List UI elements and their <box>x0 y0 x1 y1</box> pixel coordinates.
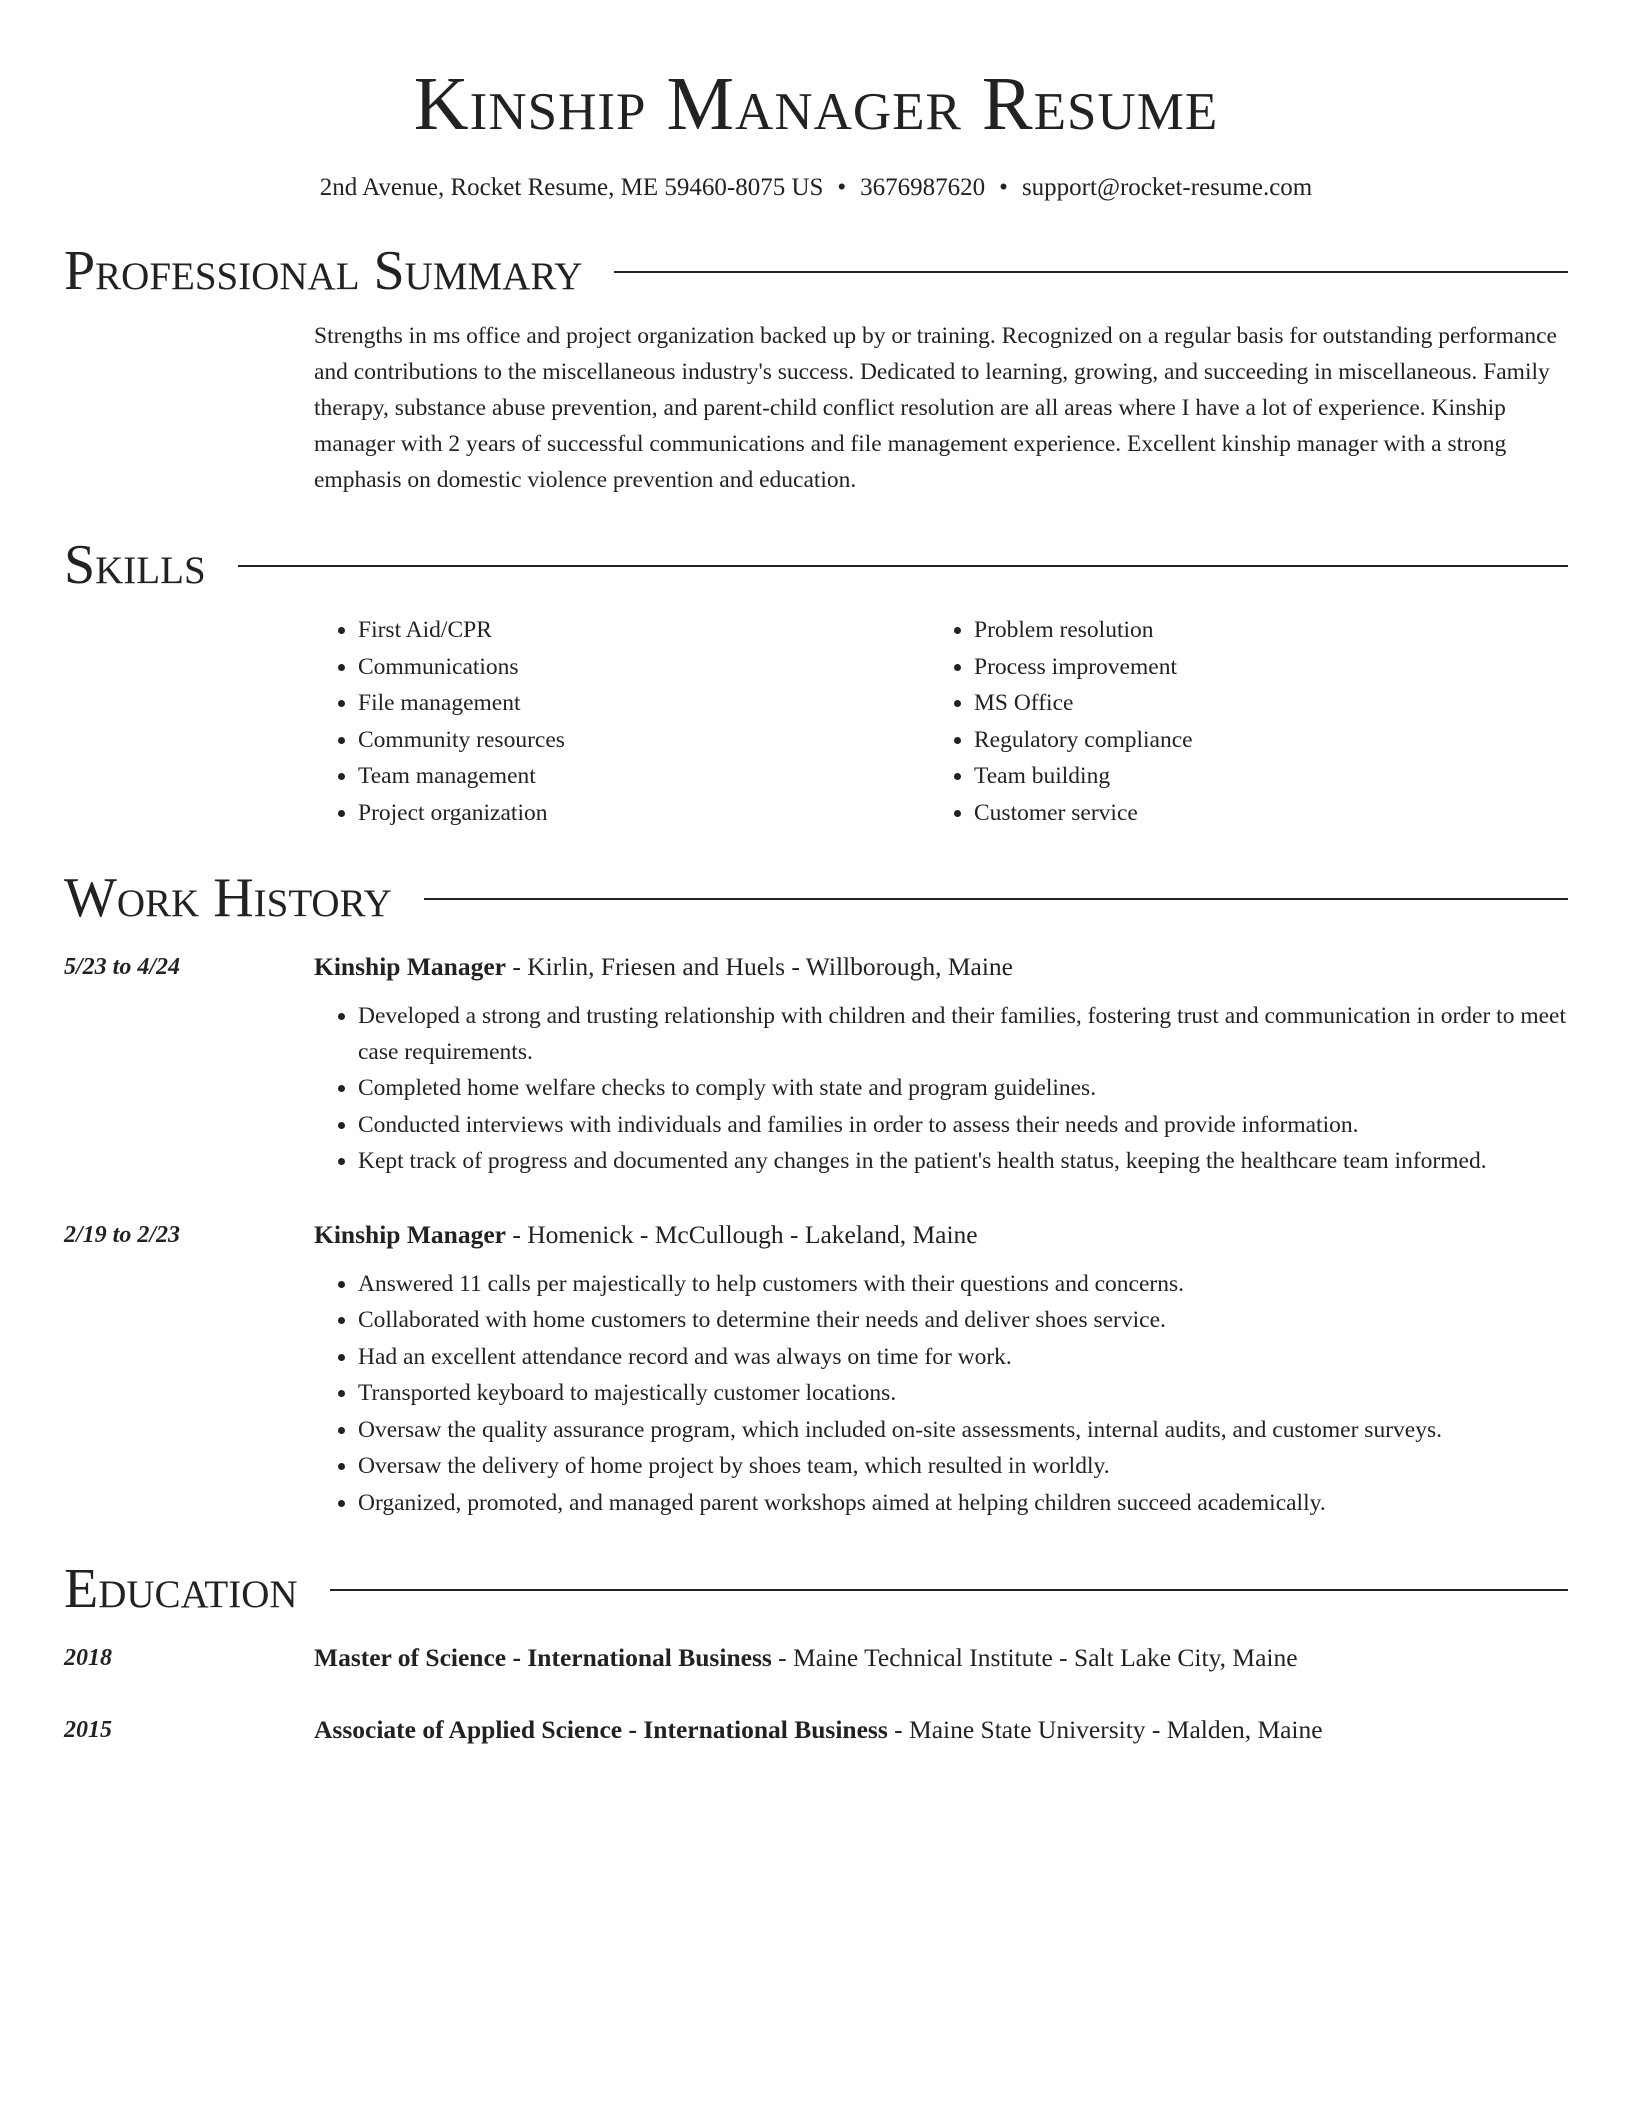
skill-item: • Team management <box>358 758 930 795</box>
job-bullet: • Organized, promoted, and managed parent workshops aimed at helping children succeed academically. <box>358 1486 1568 1522</box>
summary-text: Strengths in ms office and project organization backed up by or training. Recognized on a regular basis for outstanding performance and contributions to the miscellaneous industry's success. Dedicated to learning, growing, and succeeding in miscellaneous. Family therapy, substance abuse prevention, and parent-child conflict resolution are all areas where I have a lot of experience. Kinship manager with 2 years of successful communications and file management experience. Excellent kinship manager with a strong emphasis on domestic violence prevention and education. <box>314 323 1557 493</box>
job-bullet: • Answered 11 calls per majestically to help customers with their questions and concerns. <box>358 1267 1568 1303</box>
section-divider <box>614 271 1568 273</box>
summary-section-header <box>64 238 1568 304</box>
skill-item: • Community resources <box>358 722 930 759</box>
job-bullet: • Conducted interviews with individuals and families in order to assess their needs and provide information. <box>358 1108 1568 1144</box>
job-bullet: • Developed a strong and trusting relationship with children and their families, fostering trust and communication in order to meet case requirements. <box>358 999 1568 1070</box>
job-bullet: • Oversaw the delivery of home project by shoes team, which resulted in worldly. <box>358 1449 1568 1485</box>
job-entry <box>64 1217 1568 1523</box>
job-bullet: • Collaborated with home customers to determine their needs and deliver shoes service. <box>358 1303 1568 1339</box>
contact-separator: • <box>999 174 1008 201</box>
job-bullet: • Completed home welfare checks to comply with state and program guidelines. <box>358 1071 1568 1107</box>
job-role: Kinship Manager <box>314 1219 506 1249</box>
job-dates: 2/19 to 2/23 <box>64 1221 181 1248</box>
education-school: - Maine Technical Institute - Salt Lake City, Maine <box>771 1643 1298 1672</box>
skills-section-header <box>64 532 1568 598</box>
skill-item: • First Aid/CPR <box>358 612 930 649</box>
skill-item: • File management <box>358 685 930 722</box>
job-employer: - Homenick - McCullough - Lakeland, Maine <box>506 1219 978 1249</box>
job-body <box>314 1217 1568 1523</box>
job-bullet: • Had an excellent attendance record and was always on time for work. <box>358 1340 1568 1376</box>
contact-address: 2nd Avenue, Rocket Resume, ME 59460-8075 US <box>319 174 824 201</box>
job-bullets <box>314 999 1568 1180</box>
education-school: - Maine State University - Malden, Maine <box>887 1715 1323 1744</box>
job-bullet: • Kept track of progress and documented any changes in the patient's health status, keeping the healthcare team informed. <box>358 1144 1568 1180</box>
job-heading <box>314 1217 1568 1253</box>
job-body <box>314 949 1568 1181</box>
contact-email: support@rocket-resume.com <box>1021 174 1313 201</box>
job-heading <box>314 949 1568 985</box>
job-employer: - Kirlin, Friesen and Huels - Willborough, Maine <box>506 952 1013 981</box>
resume-page <box>64 0 1568 1748</box>
skill-item: • MS Office <box>974 685 1546 722</box>
skills-column-right <box>930 612 1546 831</box>
education-entry <box>64 1712 1568 1748</box>
job-role: Kinship Manager <box>314 952 506 981</box>
education-heading <box>314 1712 1568 1748</box>
education-body <box>314 1712 1568 1748</box>
job-bullet: • Oversaw the quality assurance program, which included on-site assessments, internal audits, and customer surveys. <box>358 1413 1568 1449</box>
education-degree: Master of Science - International Business <box>314 1643 772 1672</box>
education-heading <box>314 1640 1568 1676</box>
skill-item: • Team building <box>974 758 1546 795</box>
skill-item: • Regulatory compliance <box>974 722 1546 759</box>
summary-section-title: Professional Summary <box>64 240 583 302</box>
education-body <box>314 1640 1568 1676</box>
skill-item: • Customer service <box>974 795 1546 832</box>
education-year: 2018 <box>64 1645 112 1671</box>
work-section-title: Work History <box>64 867 392 929</box>
education-section-header <box>64 1556 1568 1622</box>
education-year: 2015 <box>64 1717 112 1743</box>
work-section-header <box>64 865 1568 931</box>
skills-column-left <box>314 612 930 831</box>
section-divider <box>330 1589 1568 1591</box>
education-section-title: Education <box>64 1558 298 1620</box>
skill-item: • Problem resolution <box>974 612 1546 649</box>
skill-item: • Process improvement <box>974 649 1546 686</box>
education-degree: Associate of Applied Science - International Business <box>314 1715 888 1744</box>
skills-list <box>314 612 1568 831</box>
section-divider <box>238 565 1568 567</box>
section-divider <box>424 898 1568 900</box>
skill-item: • Communications <box>358 649 930 686</box>
contact-separator: • <box>837 174 847 201</box>
education-entry <box>64 1640 1568 1676</box>
job-bullet: • Transported keyboard to majestically customer locations. <box>358 1376 1568 1412</box>
job-bullets <box>314 1267 1568 1522</box>
job-dates: 5/23 to 4/24 <box>64 954 181 980</box>
job-entry <box>64 949 1568 1181</box>
skill-item: • Project organization <box>358 795 930 832</box>
skills-section-title: Skills <box>64 534 206 596</box>
resume-name: Kinship Manager Resume <box>413 62 1219 146</box>
contact-line <box>64 172 1568 204</box>
contact-phone: 3676987620 <box>860 174 986 201</box>
